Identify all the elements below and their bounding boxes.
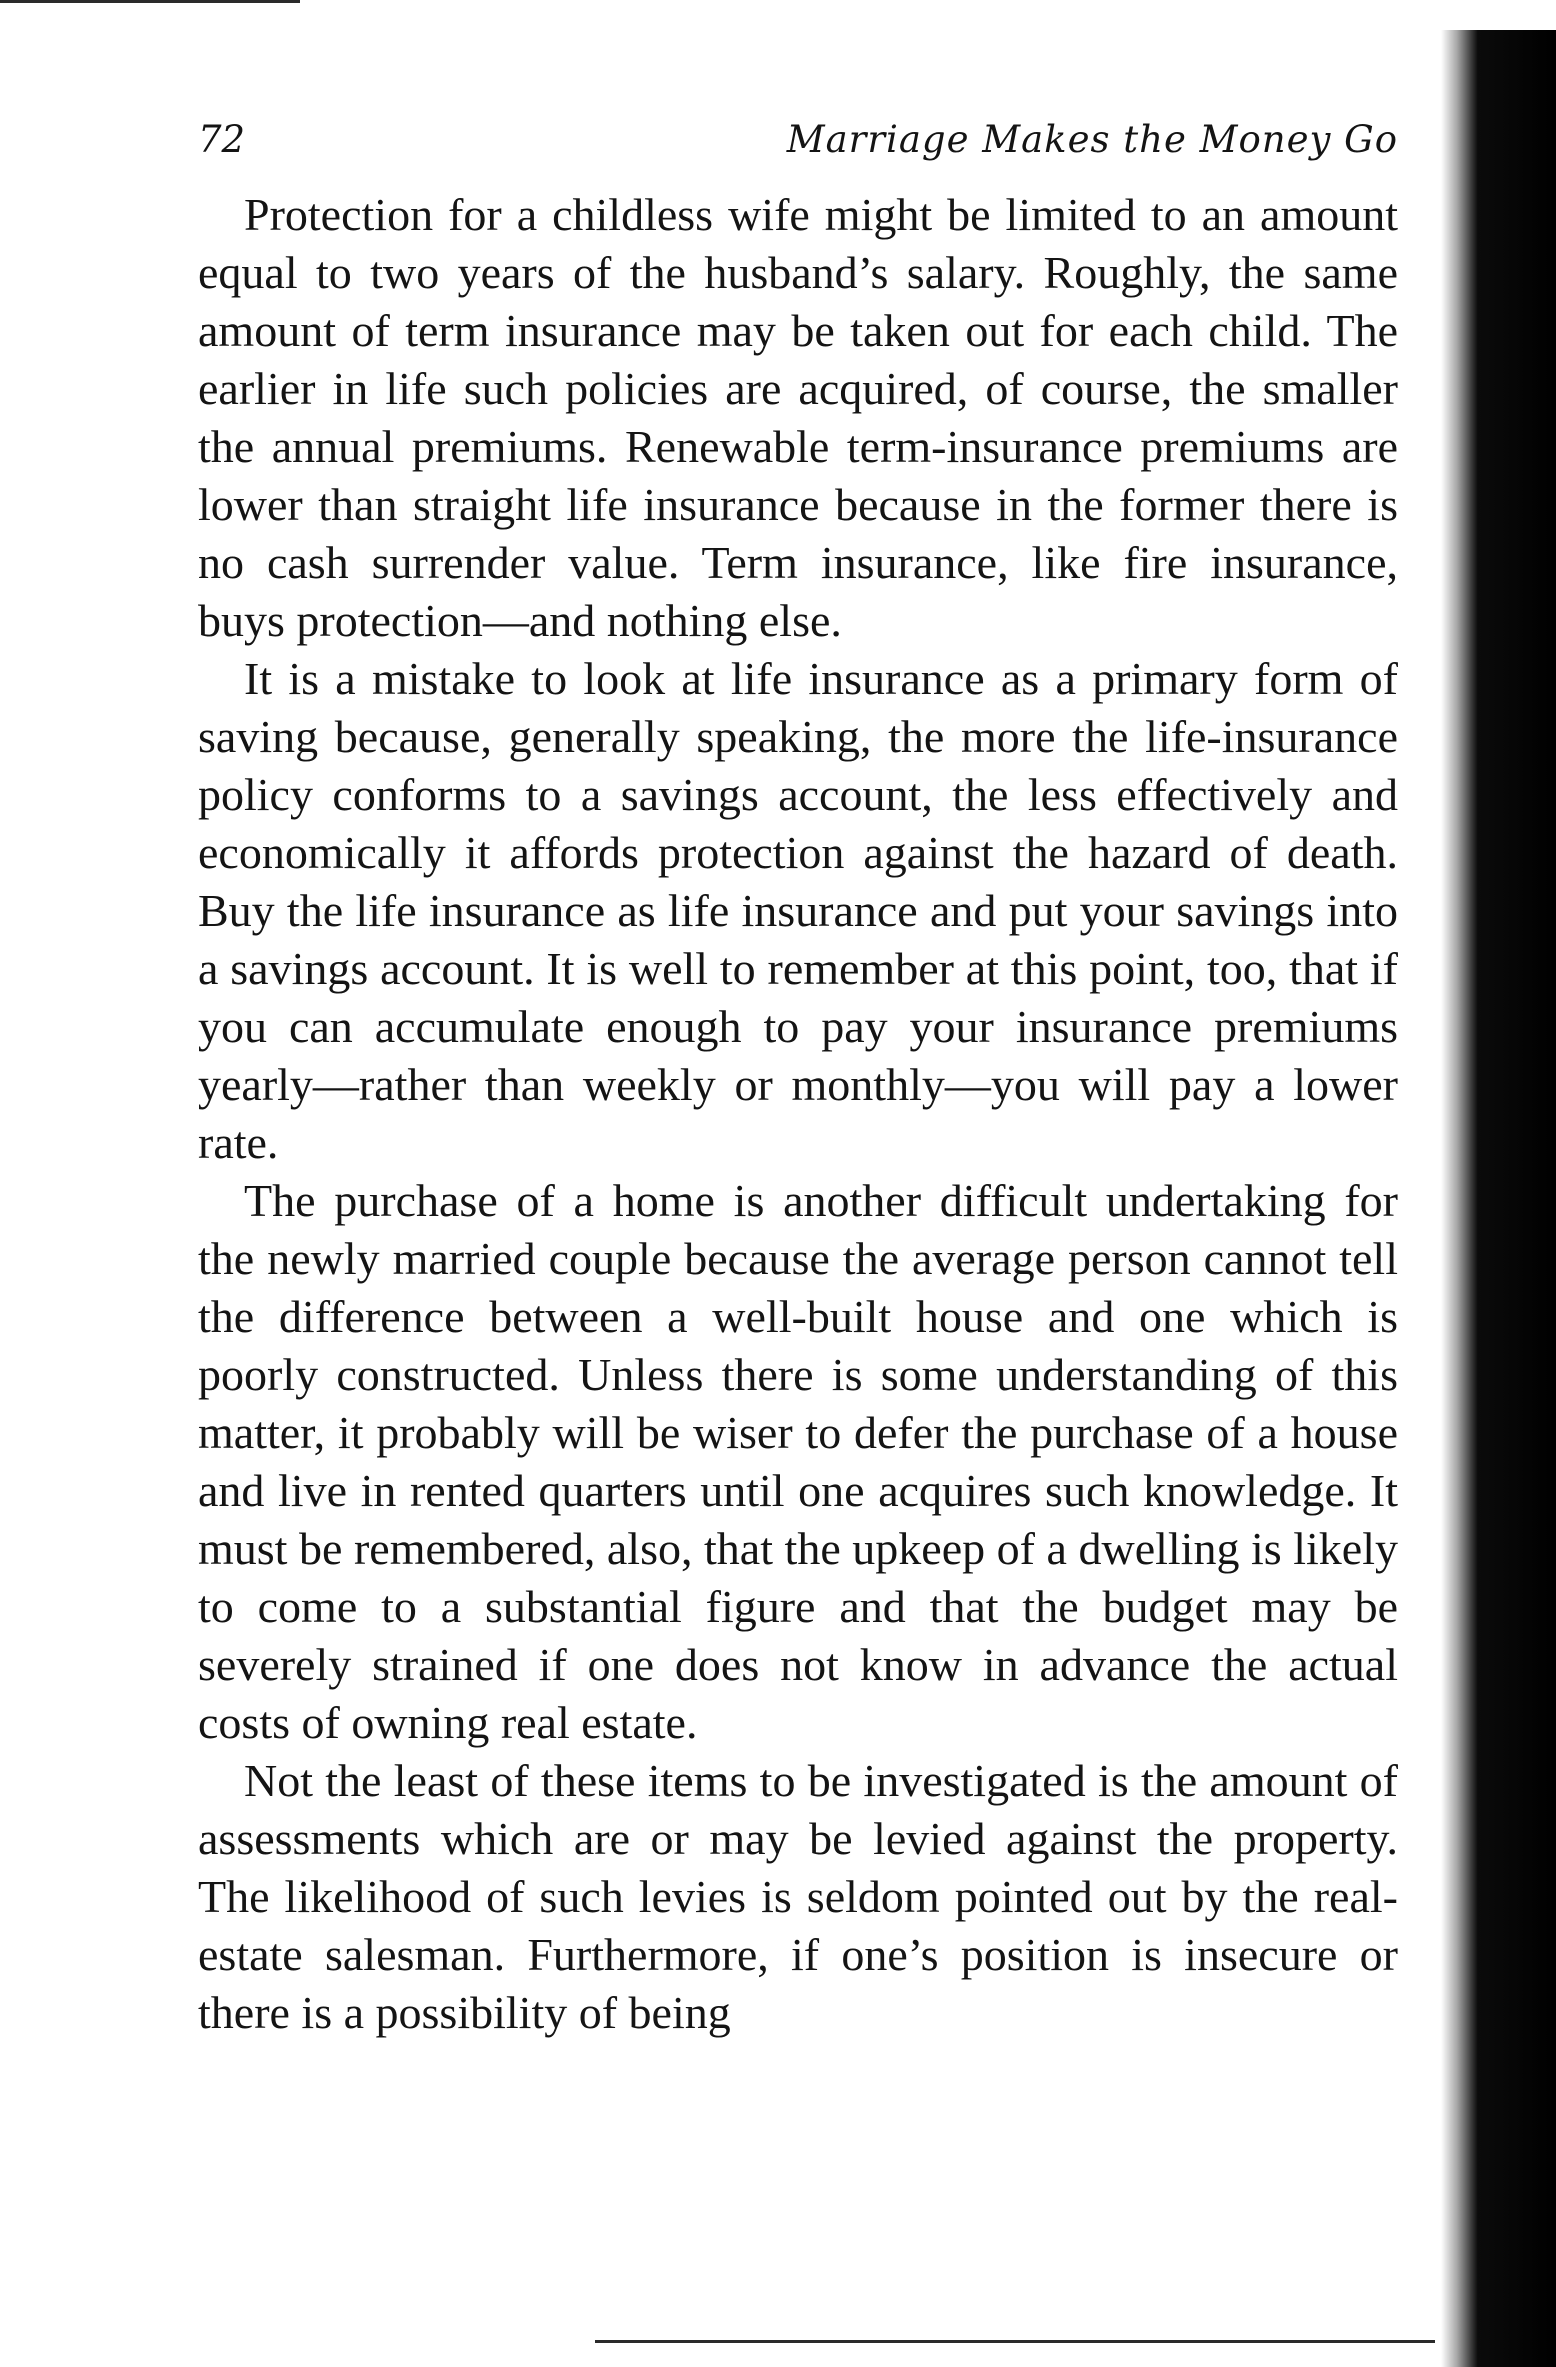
- scan-page-edge-shadow: [1441, 30, 1556, 2367]
- body-text: [198, 186, 1398, 2042]
- page-number: 72: [198, 118, 246, 161]
- scan-top-rule: [0, 0, 300, 3]
- scan-bottom-rule: [595, 2340, 1435, 2343]
- paragraph-term-insurance: Protection for a childless wife might be limited to an amount equal to two years of the husband’s salary. Roughly, the same amount of term insurance may be taken out for each child. The earlier in life such policies are acquired, of course, the smaller the annual premiums. Renewable term-insurance premiums are lower than straight life insurance because in the former there is no cash surrender value. Term insurance, like fire insurance, buys protection—and nothing else.: [198, 189, 1398, 646]
- running-title: Marriage Makes the Money Go: [786, 118, 1398, 161]
- paragraph-home-purchase: The purchase of a home is another difficult undertaking for the newly married couple because the average person cannot tell the difference between a well-built house and one which is poorly constructed. Unless there is some understanding of this matter, it probably will be wiser to defer the purchase of a house and live in rented quarters until one acquires such knowledge. It must be remembered, also, that the upkeep of a dwelling is likely to come to a substantial figure and that the budget may be severely strained if one does not know in advance the actual costs of owning real estate.: [198, 1175, 1398, 1748]
- book-page: [198, 110, 1398, 2042]
- paragraph-assessments: Not the least of these items to be investigated is the amount of assessments which are or may be levied against the property. The likelihood of such levies is seldom pointed out by the real-estate salesman. Furthermore, if one’s position is insecure or there is a possibility of being: [198, 1755, 1398, 2038]
- running-head: [198, 110, 1398, 170]
- paragraph-life-insurance-saving: It is a mistake to look at life insurance as a primary form of saving because, generally speaking, the more the life-insurance policy conforms to a savings account, the less effectively and economically it affords protection against the hazard of death. Buy the life insurance as life insurance and put your savings into a savings account. It is well to remember at this point, too, that if you can accumulate enough to pay your insurance premiums yearly—rather than weekly or monthly—you will pay a lower rate.: [198, 653, 1398, 1168]
